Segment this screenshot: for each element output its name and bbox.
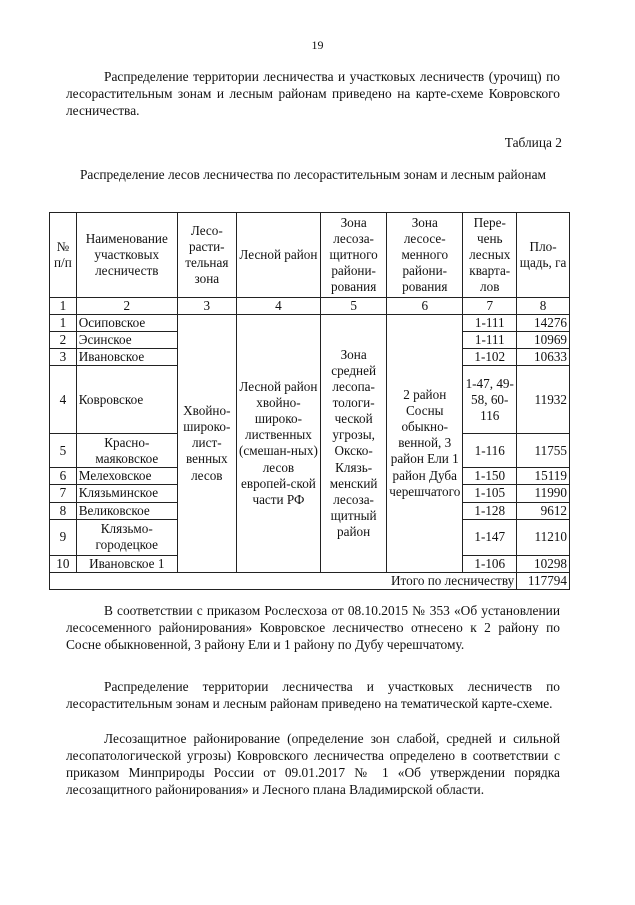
row-num: 2 — [50, 332, 77, 349]
row-area: 10633 — [517, 349, 570, 366]
row-name: Ивановское 1 — [76, 555, 177, 572]
row-area: 9612 — [517, 502, 570, 519]
row-area: 10298 — [517, 555, 570, 572]
row-quarters: 1-128 — [463, 502, 517, 519]
protection-zoning-paragraph: Лесозащитное районирование (определение зон слабой, средней и сильной лесопатологической угрозы) Ковровского лесничества определено в соответствии с приказом Минприроды России от 09.01.2017 № 1 «Об утверждении порядка лесозащитного районирования» и Лесного плана Владимирской области. — [66, 731, 560, 798]
column-number-row — [50, 298, 570, 315]
decree-paragraph: В соответствии с приказом Рослесхоза от 08.10.2015 № 353 «Об установлении лесосеменного районирования» Ковровское лесничество отнесено к 2 району по Сосне обыкновенной, 3 району Ели и 1 району по Дубу черешчатому. — [66, 603, 560, 653]
forest-distribution-table — [49, 212, 570, 590]
merged-seed-zone: 2 район Сосны обыкно-венной, 3 район Ели 1 район Дуба черешчатого — [387, 315, 463, 573]
row-name: Эсинское — [76, 332, 177, 349]
total-label: Итого по лесничеству — [50, 572, 517, 589]
merged-protect-zone: Зона средней лесопа-тологи-ческой угрозы, Окско-Клязь-менский лесоза-щитный район — [321, 315, 387, 573]
col-number: 7 — [463, 298, 517, 315]
header-name: Наименование участковых лесничеств — [76, 213, 177, 298]
row-num: 10 — [50, 555, 77, 572]
page-number: 19 — [311, 38, 324, 52]
header-region: Лесной район — [236, 213, 320, 298]
header-seed-zone: Зона лесосе-менного райони-рования — [387, 213, 463, 298]
row-quarters: 1-111 — [463, 315, 517, 332]
row-num: 5 — [50, 434, 77, 468]
row-num: 8 — [50, 502, 77, 519]
merged-zone: Хвойно-широко-лист-венных лесов — [177, 315, 236, 573]
header-row — [50, 213, 570, 298]
col-number: 2 — [76, 298, 177, 315]
row-name: Мелеховское — [76, 468, 177, 485]
row-quarters: 1-150 — [463, 468, 517, 485]
row-name: Красно-маяковское — [76, 434, 177, 468]
row-area: 10969 — [517, 332, 570, 349]
col-number: 6 — [387, 298, 463, 315]
row-quarters: 1-147 — [463, 519, 517, 555]
row-name: Клязьмо-городецкое — [76, 519, 177, 555]
row-quarters: 1-116 — [463, 434, 517, 468]
row-name: Ковровское — [76, 366, 177, 434]
row-name: Ивановское — [76, 349, 177, 366]
row-area: 14276 — [517, 315, 570, 332]
row-area: 11990 — [517, 485, 570, 502]
row-num: 1 — [50, 315, 77, 332]
header-area: Пло-щадь, га — [517, 213, 570, 298]
header-protect-zone: Зона лесоза-щитного райони-рования — [321, 213, 387, 298]
total-area: 117794 — [517, 572, 570, 589]
table-row — [50, 315, 570, 332]
row-num: 4 — [50, 366, 77, 434]
table-label: Таблица 2 — [504, 135, 562, 150]
row-area: 11755 — [517, 434, 570, 468]
col-number: 4 — [236, 298, 320, 315]
row-quarters: 1-106 — [463, 555, 517, 572]
col-number: 5 — [321, 298, 387, 315]
row-area: 11210 — [517, 519, 570, 555]
row-area: 11932 — [517, 366, 570, 434]
header-quarters: Пере-чень лесных кварта-лов — [463, 213, 517, 298]
row-quarters: 1-47, 49-58, 60-116 — [463, 366, 517, 434]
intro-paragraph: Распределение территории лесничества и участковых лесничеств (урочищ) по лесорастительным зонам и лесным районам приведено на карте-схеме Ковровского лесничества. — [66, 69, 560, 119]
row-name: Великовское — [76, 502, 177, 519]
header-zone: Лесо-расти-тельная зона — [177, 213, 236, 298]
total-row — [50, 572, 570, 589]
header-num: № п/п — [50, 213, 77, 298]
row-name: Осиповское — [76, 315, 177, 332]
row-quarters: 1-102 — [463, 349, 517, 366]
row-area: 15119 — [517, 468, 570, 485]
merged-region: Лесной район хвойно-широко-лиственных (смешан-ных) лесов европей-ской части РФ — [236, 315, 320, 573]
col-number: 8 — [517, 298, 570, 315]
row-name: Клязьминское — [76, 485, 177, 502]
row-num: 6 — [50, 468, 77, 485]
row-num: 9 — [50, 519, 77, 555]
table-title: Распределение лесов лесничества по лесорастительным зонам и лесным районам — [79, 167, 546, 182]
row-quarters: 1-111 — [463, 332, 517, 349]
col-number: 3 — [177, 298, 236, 315]
col-number: 1 — [50, 298, 77, 315]
row-num: 7 — [50, 485, 77, 502]
distribution-paragraph: Распределение территории лесничества и участковых лесничеств по лесорастительным зонам и лесным районам приведено на тематической карте-схеме. — [66, 679, 560, 712]
row-num: 3 — [50, 349, 77, 366]
row-quarters: 1-105 — [463, 485, 517, 502]
